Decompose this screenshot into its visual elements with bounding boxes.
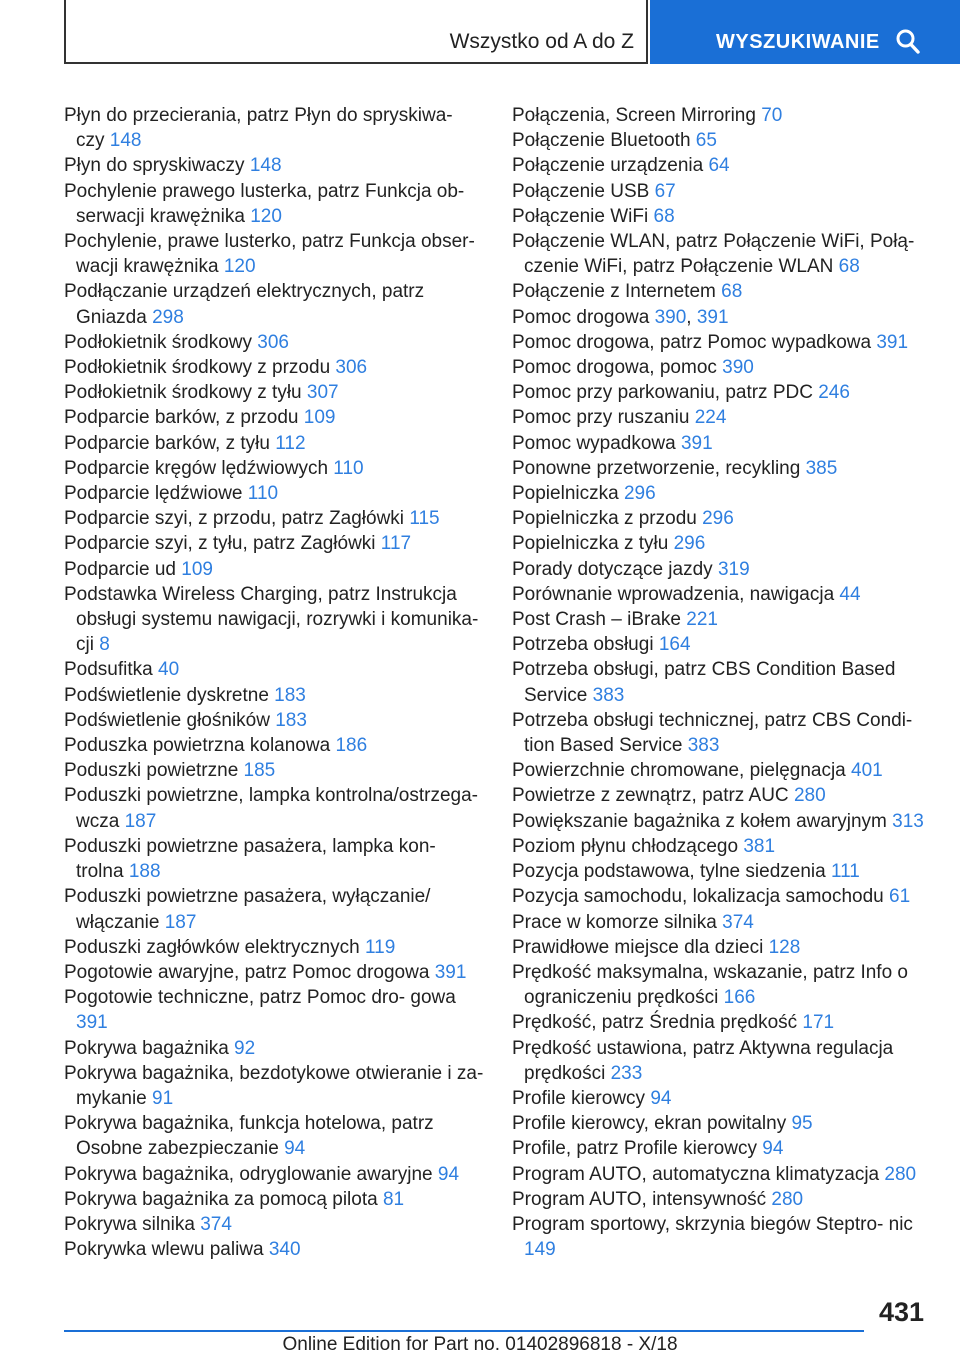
- page-link[interactable]: 280: [884, 1163, 917, 1185]
- index-entry-text: Powietrze z zewnątrz, patrz AUC: [512, 785, 789, 807]
- index-entry: [512, 884, 932, 909]
- index-entry: [512, 1212, 932, 1262]
- top-navigation-bar: [0, 0, 960, 66]
- index-entry: [64, 279, 484, 329]
- index-entry: [64, 557, 484, 582]
- tab-a-to-z-label: Wszystko od A do Z: [449, 30, 634, 53]
- index-column-left: [64, 103, 484, 1262]
- index-entry: [512, 128, 932, 153]
- index-entry-text: Pokrywa bagażnika, bezdotykowe otwieranie i za‐ mykanie: [64, 1062, 484, 1109]
- index-entry: [512, 758, 932, 783]
- page-link[interactable]: 280: [793, 785, 826, 807]
- index-entry-text: Prędkość maksymalna, wskazanie, patrz Info o ograniczeniu prędkości: [512, 961, 909, 1009]
- index-entry: [512, 204, 932, 229]
- index-entry-text: Profile kierowcy, ekran powitalny: [512, 1113, 787, 1135]
- page-link[interactable]: 148: [109, 130, 142, 152]
- index-entry-text: Pokrywa bagażnika, odryglowanie awaryjne: [64, 1163, 433, 1185]
- index-entry-text: Pokrywka wlewu paliwa: [64, 1239, 264, 1261]
- index-entry: [512, 708, 932, 758]
- page-link[interactable]: 109: [303, 407, 336, 429]
- index-entry-text: Poduszki powietrzne pasażera, lampka kon‐ trolna: [64, 835, 436, 883]
- index-entry-text: Podparcie barków, z tyłu: [64, 432, 270, 454]
- index-entry-text: Pokrywa bagażnika: [64, 1037, 229, 1059]
- index-entry-text: Połączenie z Internetem: [512, 281, 716, 303]
- index-entry: [64, 985, 484, 1035]
- index-entry-text: Poduszka powietrzna kolanowa: [64, 735, 331, 757]
- index-entry-text: Pozycja samochodu, lokalizacja samochodu: [512, 886, 884, 908]
- index-entry: [64, 330, 484, 355]
- index-entry: [64, 153, 484, 178]
- page-link[interactable]: 94: [437, 1163, 460, 1185]
- page-link[interactable]: 110: [247, 483, 279, 505]
- page-link[interactable]: 188: [128, 861, 161, 883]
- index-entry-text: Program sportowy, skrzynia biegów Steptro‐ nic: [512, 1213, 913, 1235]
- page-link[interactable]: 319: [717, 558, 750, 580]
- page-link[interactable]: 391: [76, 1012, 108, 1034]
- index-entry: [512, 809, 932, 834]
- index-entry-text: Profile, patrz Profile kierowcy: [512, 1138, 757, 1160]
- page-link[interactable]: 109: [181, 558, 213, 580]
- index-entry-text: Prędkość ustawiona, patrz Aktywna regulacja prędkości: [512, 1037, 894, 1084]
- page-link[interactable]: 401: [851, 760, 883, 782]
- index-entry: [512, 783, 932, 808]
- index-entry-text: Płyn do spryskiwaczy: [64, 155, 245, 177]
- index-entry: [64, 1111, 484, 1161]
- index-entry: [64, 431, 484, 456]
- index-entry: [512, 1162, 932, 1187]
- index-entry: [512, 557, 932, 582]
- index-entry-text: Poduszki powietrzne, lampka kontrolna/ostrzega‐ wcza: [64, 785, 478, 832]
- page-link[interactable]: 374: [722, 911, 754, 933]
- index-entry: [512, 330, 932, 355]
- index-entry: [512, 1136, 932, 1161]
- index-entry: [512, 1010, 932, 1035]
- index-entry-text: Poduszki zagłówków elektrycznych: [64, 936, 360, 958]
- index-entry: [512, 103, 932, 128]
- page-link[interactable]: 91: [152, 1087, 174, 1109]
- index-entry: [64, 1036, 484, 1061]
- index-entry: [512, 582, 932, 607]
- index-entry: [512, 1187, 932, 1212]
- page-link[interactable]: 391: [876, 331, 909, 353]
- index-entry: [512, 531, 932, 556]
- page-link[interactable]: 95: [791, 1113, 813, 1135]
- index-entry: [512, 456, 932, 481]
- index-entry: [64, 884, 484, 934]
- index-entry: [64, 355, 484, 380]
- index-entry-text: Pomoc drogowa: [512, 306, 650, 328]
- index-entry-text: Podparcie szyi, z przodu, patrz Zagłówki: [64, 508, 405, 530]
- index-entry-text: Podświetlenie głośników: [64, 709, 270, 731]
- page-link[interactable]: 40: [158, 659, 180, 681]
- page-link[interactable]: 186: [335, 735, 368, 757]
- page-link[interactable]: 185: [243, 760, 276, 782]
- index-entry: [512, 229, 932, 279]
- index-entry: [512, 935, 932, 960]
- index-entry: [512, 607, 932, 632]
- footer-edition-text: Online Edition for Part no. 01402896818 - X/18: [282, 1334, 678, 1355]
- page-link[interactable]: 112: [275, 432, 306, 454]
- index-entry-text: Połączenie urządzenia: [512, 155, 704, 177]
- index-entry: [64, 1237, 484, 1262]
- index-entry-text: Prawidłowe miejsce dla dzieci: [512, 936, 764, 958]
- index-entry-text: Pokrywa bagażnika, funkcja hotelowa, patrz Osobne zabezpieczanie: [64, 1113, 434, 1160]
- page-link[interactable]: 94: [650, 1087, 672, 1109]
- index-entry-text: Powiększanie bagażnika z kołem awaryjnym: [512, 810, 887, 832]
- page-link[interactable]: 64: [708, 155, 730, 177]
- index-entry-text: Pokrywa bagażnika za pomocą pilota: [64, 1188, 378, 1210]
- index-entry-text: Płyn do przecierania, patrz Płyn do spryskiwa‐ czy: [64, 105, 453, 152]
- page-link[interactable]: 383: [592, 684, 625, 706]
- index-entry-text: Pokrywa silnika: [64, 1213, 195, 1235]
- index-entry-text: Podparcie lędźwiowe: [64, 483, 243, 505]
- index-entry: [64, 708, 484, 733]
- page-link[interactable]: 381: [743, 835, 776, 857]
- page-link[interactable]: 111: [830, 861, 860, 883]
- page-link[interactable]: 67: [654, 180, 676, 202]
- page-link[interactable]: 383: [687, 735, 720, 757]
- page-link[interactable]: 68: [838, 256, 860, 278]
- index-entry: [64, 1187, 484, 1212]
- page-link[interactable]: 340: [268, 1239, 301, 1261]
- index-entry: [512, 859, 932, 884]
- page-link[interactable]: 390: [654, 306, 687, 328]
- index-entry-text: Połączenia, Screen Mirroring: [512, 105, 756, 126]
- index-entry: [512, 279, 932, 304]
- index-entry: [64, 758, 484, 783]
- index-entry-text: Prędkość, patrz Średnia prędkość: [512, 1012, 798, 1034]
- index-entry-text: Podparcie ud: [64, 558, 176, 580]
- index-entry: [512, 506, 932, 531]
- index-entry-text: Powierzchnie chromowane, pielęgnacja: [512, 760, 846, 782]
- index-entry-text: Poduszki powietrzne pasażera, wyłączanie/ włączanie: [64, 886, 431, 933]
- index-entry: [64, 834, 484, 884]
- index-entry: [512, 960, 932, 1010]
- page-link[interactable]: 115: [409, 508, 440, 530]
- page-link[interactable]: 171: [802, 1012, 835, 1034]
- index-entry-text: Pochylenie, prawe lusterko, patrz Funkcja obser‐ wacji krawężnika: [64, 231, 475, 278]
- page-link[interactable]: 233: [610, 1062, 643, 1084]
- index-entry: [64, 960, 484, 985]
- page-link[interactable]: 81: [382, 1188, 405, 1210]
- index-entry-text: Podłokietnik środkowy z przodu: [64, 357, 331, 379]
- index-entry-text: Popielniczka z tyłu: [512, 533, 669, 555]
- page-link[interactable]: 117: [380, 533, 412, 555]
- index-entry-text: Pogotowie awaryjne, patrz Pomoc drogowa: [64, 961, 430, 983]
- index-entry: [64, 405, 484, 430]
- page-link[interactable]: 65: [695, 130, 717, 152]
- page-link[interactable]: 391: [680, 432, 713, 454]
- page-link[interactable]: 187: [164, 911, 197, 933]
- index-entry: [64, 531, 484, 556]
- page-link[interactable]: 385: [805, 457, 838, 479]
- index-entry: [64, 380, 484, 405]
- page-number: 431: [878, 1297, 924, 1327]
- index-entry: [512, 355, 932, 380]
- index-entry-text: Podsufitka: [64, 659, 153, 681]
- index-entry: [512, 153, 932, 178]
- page-link[interactable]: 148: [249, 155, 282, 177]
- page-link[interactable]: 306: [257, 331, 289, 353]
- page-link[interactable]: 374: [200, 1213, 232, 1235]
- index-entry: [64, 1162, 484, 1187]
- page-link[interactable]: 119: [364, 936, 396, 958]
- index-entry-text: Porównanie wprowadzenia, nawigacja: [512, 583, 835, 605]
- index-entry: [512, 179, 932, 204]
- index-entry: [512, 380, 932, 405]
- index-entry: [512, 481, 932, 506]
- index-entry: Pomoc drogowa 390, 391: [512, 306, 729, 328]
- index-entry: [512, 834, 932, 859]
- index-entry-text: Połączenie WiFi: [512, 205, 649, 227]
- index-entry: [64, 1061, 484, 1111]
- index-entry: [64, 935, 484, 960]
- index-entry-text: Program AUTO, automatyczna klimatyzacja: [512, 1163, 880, 1185]
- page-link[interactable]: 8: [99, 634, 110, 656]
- index-entry-text: Podłokietnik środkowy z tyłu: [64, 382, 302, 404]
- index-entry: [64, 582, 484, 658]
- page-link[interactable]: 280: [771, 1188, 804, 1210]
- index-entry: [64, 506, 484, 531]
- index-entry-text: Poduszki powietrzne: [64, 760, 239, 782]
- index-entry-text: Program AUTO, intensywność: [512, 1188, 767, 1210]
- page-link[interactable]: 120: [223, 256, 256, 278]
- page-link[interactable]: 149: [524, 1239, 556, 1261]
- page-link[interactable]: 224: [694, 407, 727, 429]
- page-link[interactable]: 94: [284, 1138, 306, 1160]
- index-entry-text: Podłączanie urządzeń elektrycznych, patrz Gniazda: [64, 281, 425, 328]
- index-entry-text: Porady dotyczące jazdy: [512, 558, 713, 580]
- index-entry-text: Potrzeba obsługi: [512, 634, 654, 656]
- index-entry: [512, 405, 932, 430]
- index-entry-text: Podstawka Wireless Charging, patrz Instrukcja obsługi systemu nawigacji, rozrywki i komunika‐ cji: [64, 583, 479, 656]
- index-entry: [512, 1036, 932, 1086]
- page-link[interactable]: 298: [152, 306, 184, 328]
- page-link[interactable]: 390: [722, 357, 754, 379]
- page-link[interactable]: 120: [250, 205, 282, 227]
- page-link[interactable]: 391: [434, 961, 467, 983]
- page-link[interactable]: 44: [839, 583, 861, 605]
- search-icon: [895, 28, 921, 56]
- index-entry: [64, 229, 484, 279]
- index-entry-text: Pomoc przy parkowaniu, patrz PDC: [512, 382, 813, 404]
- search-button[interactable]: [650, 0, 960, 64]
- index-entry: [512, 1086, 932, 1111]
- search-button-label: WYSZUKIWANIE: [716, 31, 880, 53]
- index-entry-text: Pomoc drogowa, pomoc: [512, 357, 717, 379]
- index-entry-text: Połączenie Bluetooth: [512, 130, 691, 152]
- index-entry-text: Podświetlenie dyskretne: [64, 684, 269, 706]
- index-entry: [64, 733, 484, 758]
- index-entry: [64, 179, 484, 229]
- index-entry-text: Podparcie szyi, z tyłu, patrz Zagłówki: [64, 533, 376, 555]
- page-link[interactable]: 183: [274, 684, 306, 706]
- index-entry: [64, 103, 484, 153]
- index-entry-text: Popielniczka: [512, 483, 619, 505]
- index-entry-text: Podłokietnik środkowy: [64, 331, 252, 353]
- index-entry-text: Popielniczka z przodu: [512, 508, 697, 530]
- index-entry-text: Potrzeba obsługi, patrz CBS Condition Based Service: [512, 659, 896, 706]
- index-entry-text: Poziom płynu chłodzącego: [512, 835, 739, 857]
- page-link[interactable]: 94: [762, 1138, 784, 1160]
- page-link[interactable]: 296: [702, 508, 734, 530]
- page-link[interactable]: 307: [306, 382, 339, 404]
- index-entry: [512, 910, 932, 935]
- page-link[interactable]: 68: [721, 281, 743, 303]
- index-entry-text: Pochylenie prawego lusterka, patrz Funkcja ob‐ serwacji krawężnika: [64, 180, 465, 227]
- page-link[interactable]: 70: [761, 105, 783, 126]
- index-entry: [64, 1212, 484, 1237]
- page-link[interactable]: 166: [723, 987, 756, 1009]
- index-entry-text: Pomoc drogowa, patrz Pomoc wypadkowa: [512, 331, 872, 353]
- index-entry-text: Połączenie WLAN, patrz Połączenie WiFi, Połą‐ czenie WiFi, patrz Połączenie WLAN: [512, 231, 915, 278]
- index-entry-text: Podparcie barków, z przodu: [64, 407, 299, 429]
- index-entry-text: Pomoc wypadkowa: [512, 432, 676, 454]
- index-entry-text: Prace w komorze silnika: [512, 911, 717, 933]
- page-link[interactable]: 391: [696, 306, 729, 328]
- page-link[interactable]: 164: [658, 634, 691, 656]
- page-link[interactable]: 187: [124, 810, 157, 832]
- index-column-right: [512, 103, 932, 1262]
- index-entry-text: Pomoc przy ruszaniu: [512, 407, 690, 429]
- page-link[interactable]: 92: [234, 1037, 256, 1059]
- footer-divider: [64, 1330, 864, 1332]
- index-entry-text: Połączenie USB: [512, 180, 650, 202]
- index-entry-text: Post Crash – iBrake: [512, 609, 681, 631]
- index-entry-text: Ponowne przetworzenie, recykling: [512, 457, 801, 479]
- index-entry: [512, 1111, 932, 1136]
- page-link[interactable]: 296: [623, 483, 656, 505]
- index-entry-text: Pozycja podstawowa, tylne siedzenia: [512, 861, 826, 883]
- index-entry: [64, 481, 484, 506]
- index-entry: [64, 657, 484, 682]
- page-link[interactable]: 68: [653, 205, 675, 227]
- page-link[interactable]: 61: [889, 886, 911, 908]
- page-link[interactable]: 313: [892, 810, 924, 832]
- tab-a-to-z[interactable]: [64, 0, 648, 64]
- page-link[interactable]: 221: [686, 609, 718, 631]
- page-link[interactable]: 128: [768, 936, 801, 958]
- index-entry-text: Potrzeba obsługi technicznej, patrz CBS Condi‐ tion Based Service: [512, 709, 913, 757]
- index-entry-text: Podparcie kręgów lędźwiowych: [64, 457, 329, 479]
- index-entry-text: Profile kierowcy: [512, 1087, 646, 1109]
- index-entry: [512, 657, 932, 707]
- page-link[interactable]: 246: [818, 382, 850, 404]
- index-entry-text: Pogotowie techniczne, patrz Pomoc dro‐ gowa: [64, 987, 456, 1009]
- index-entry: [64, 783, 484, 833]
- index-entry: [64, 456, 484, 481]
- index-entry: [64, 683, 484, 708]
- page-link[interactable]: 110: [333, 457, 364, 479]
- index-entry: [512, 632, 932, 657]
- index-entry: [512, 431, 932, 456]
- page-link[interactable]: 296: [673, 533, 706, 555]
- page-link[interactable]: 183: [275, 709, 307, 731]
- page-link[interactable]: 306: [335, 357, 368, 379]
